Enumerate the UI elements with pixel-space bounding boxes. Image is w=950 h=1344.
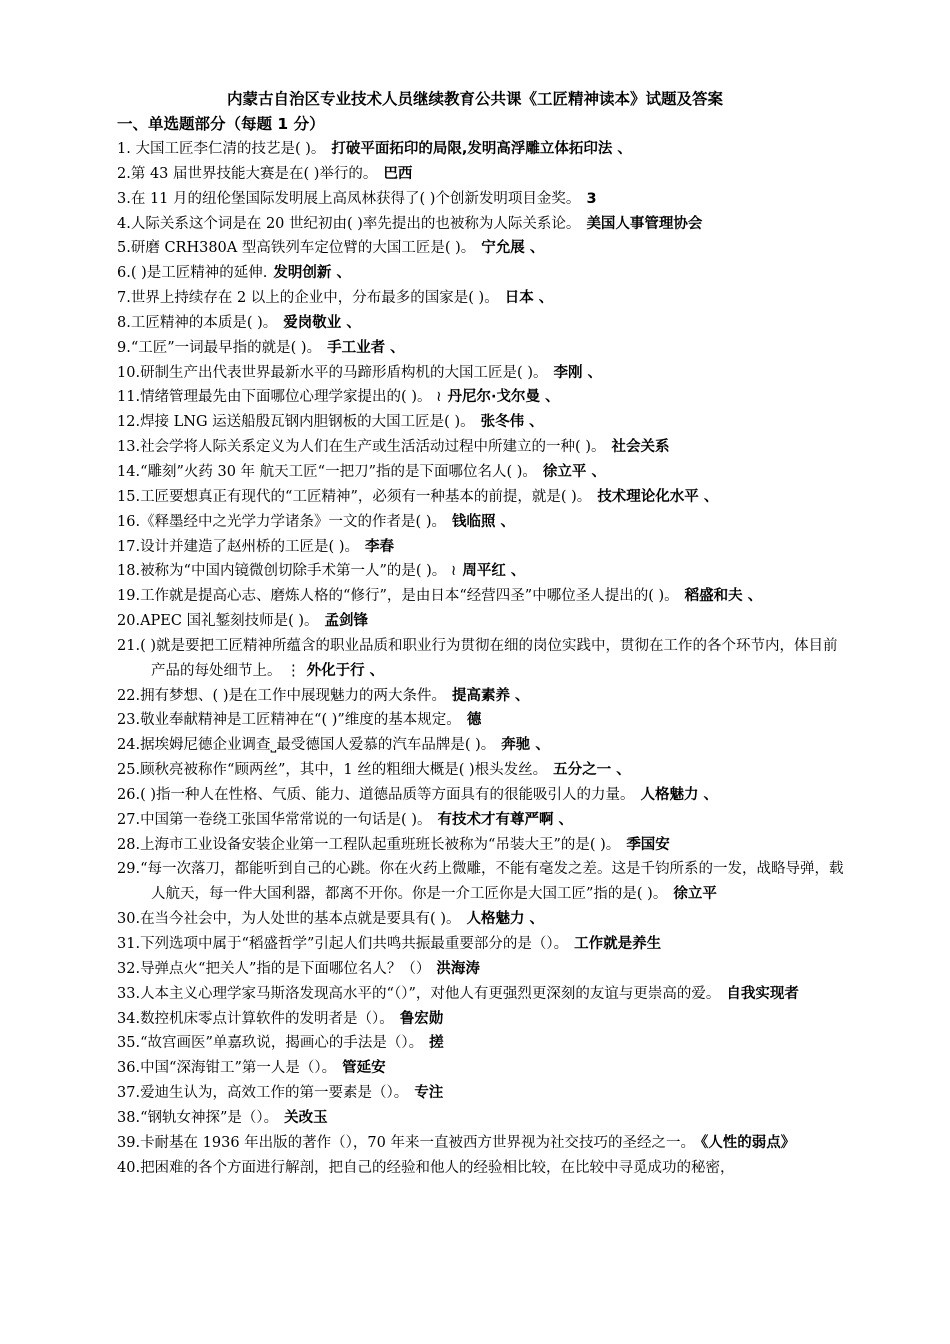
question-text: 《释墨经中之光学力学诸条》一文的作者是( )。: [140, 513, 446, 530]
answer-text: 丹尼尔·戈尔曼 、: [447, 389, 560, 406]
question-text: 在当今社会中，为人处世的基本点就是要具有( )。: [140, 911, 461, 928]
question-text: 把困难的各个方面进行解剖，把自己的经验和他人的经验相比较，在比较中寻觅成功的秘密，: [140, 1159, 735, 1176]
section-heading: 一、单选题部分（每题 1 分）: [117, 115, 325, 133]
question-text: 被称为“中国内镜微创切除手术第一人”的是( )。 ≀: [140, 563, 457, 580]
question-number: 8.: [117, 314, 131, 331]
question-text: “工匠”一词最早指的就是( )。: [130, 339, 322, 356]
answer-text: 钱临照 、: [451, 513, 516, 530]
document-title: 内蒙古自治区专业技术人员继续教育公共课《工匠精神读本》试题及答案: [226, 90, 723, 108]
answer-text: 人格魅力 、: [466, 911, 545, 928]
answer-text: 技术理论化水平 、: [597, 488, 719, 505]
question-number: 6.: [117, 265, 131, 282]
answer-text: 宁允展 、: [481, 240, 545, 257]
question-item: [117, 212, 847, 237]
question-number: 27.: [117, 811, 141, 828]
question-text: 设计并建造了赵州桥的工匠是( )。: [140, 538, 359, 555]
answer-text: 有技术才有尊严啊 、: [437, 811, 574, 828]
question-text: 第 43 届世界技能大赛是在( )举行的。: [130, 165, 378, 182]
answer-text: 徐立平: [673, 886, 717, 903]
question-item: [117, 361, 847, 386]
question-text: 人际关系这个词是在 20 世纪初由( )率先提出的也被称为人际关系论。: [130, 215, 581, 232]
question-number: 5.: [117, 240, 131, 257]
question-item: [117, 1031, 847, 1056]
question-number: 9.: [117, 339, 131, 356]
question-text: “每一次落刀，都能听到自己的心跳。你在火药上微雕，不能有毫发之差。这是千钧所系的一发，战略导弹，载人航天，每一件大国利器，都离不开你。你是一介工匠你是大国工匠”指的是( )。: [140, 861, 844, 903]
question-text: 工匠要想真正有现代的“工匠精神”，必须有一种基本的前提，就是( )。: [140, 488, 592, 505]
question-text: 焊接 LNG 运送船殷瓦钢内胆钢板的大国工匠是( )。: [140, 414, 475, 431]
question-number: 19.: [117, 588, 141, 605]
question-item: [117, 485, 847, 510]
question-item: [117, 758, 847, 783]
question-number: 13.: [117, 439, 141, 456]
answer-text: 季国安: [626, 836, 670, 853]
question-number: 16.: [117, 513, 141, 530]
question-number: 39.: [117, 1134, 141, 1151]
answer-text: 工作就是养生: [574, 936, 662, 952]
question-text: 中国“深海钳工”第一人是（）。: [140, 1060, 337, 1077]
answer-text: 关改玉: [284, 1109, 328, 1126]
question-number: 38.: [117, 1109, 141, 1126]
question-item: [117, 460, 847, 485]
answer-text: 五分之一 、: [553, 762, 631, 779]
answer-text: 巴西: [383, 165, 413, 182]
question-number: 36.: [117, 1060, 141, 1077]
question-number: 30.: [117, 911, 141, 928]
answer-text: 李春: [364, 538, 394, 555]
question-number: 3.: [117, 190, 131, 207]
question-list: [117, 137, 847, 1180]
question-number: 15.: [117, 488, 141, 505]
question-text: 情绪管理最先由下面哪位心理学家提出的( )。 ≀: [140, 389, 442, 406]
question-item: [117, 808, 847, 833]
question-text: 工作就是提高心志、磨炼人格的“修行”，是由日本“经营四圣”中哪位圣人提出的( )。: [140, 588, 679, 605]
answer-text: 管延安: [342, 1060, 386, 1077]
question-text: 世界上持续存在 2 以上的企业中，分布最多的国家是( )。: [130, 290, 499, 307]
question-item: [117, 1081, 847, 1106]
question-number: 1.: [117, 141, 131, 157]
question-text: “钢轨女神探”是（）。: [140, 1109, 279, 1126]
answer-text: 洪海涛: [436, 960, 480, 977]
question-text: 大国工匠李仁清的技艺是( )。: [130, 141, 326, 157]
question-number: 40.: [117, 1159, 141, 1176]
question-item: [117, 286, 847, 311]
answer-text: 手工业者 、: [327, 339, 405, 356]
question-item: [117, 1106, 847, 1131]
question-number: 34.: [117, 1010, 141, 1027]
question-number: 21.: [117, 637, 141, 654]
question-text: 上海市工业设备安装企业第一工程队起重班班长被称为“吊装大王”的是( )。: [140, 836, 621, 853]
question-number: 12.: [117, 414, 141, 431]
question-item: [117, 385, 847, 410]
question-item: [117, 907, 847, 932]
question-item: [117, 261, 847, 286]
question-item: [117, 684, 847, 709]
question-number: 33.: [117, 985, 141, 1002]
question-text: ( )指一种人在性格、气质、能力、道德品质等方面具有的很能吸引人的力量。: [140, 786, 635, 803]
question-number: 4.: [117, 215, 131, 232]
answer-text: 李刚 、: [553, 364, 603, 381]
answer-text: 人格魅力 、: [640, 786, 719, 803]
question-number: 10.: [117, 364, 141, 381]
answer-text: 孟剑锋: [324, 613, 369, 630]
question-text: 导弹点火“把关人”指的是下面哪位名人？（）: [140, 960, 431, 977]
question-number: 22.: [117, 687, 141, 704]
answer-text: 爱岗敬业 、: [283, 314, 361, 331]
question-item: [117, 1131, 847, 1156]
question-item: [117, 708, 847, 733]
answer-text: 张冬伟 、: [480, 414, 544, 431]
question-number: 7.: [117, 290, 131, 307]
question-number: 18.: [117, 563, 141, 580]
question-number: 37.: [117, 1085, 141, 1102]
question-number: 17.: [117, 538, 141, 555]
question-number: 14.: [117, 463, 141, 480]
question-number: 25.: [117, 762, 141, 779]
question-text: 中国第一卷绕工张国华常常说的一句话是( )。: [140, 811, 432, 828]
question-text: 拥有梦想、( )是在工作中展现魅力的两大条件。: [140, 687, 446, 704]
question-text: 工匠精神的本质是( )。: [130, 314, 278, 331]
answer-text: 《人性的弱点》: [701, 1134, 796, 1151]
answer-text: 自我实现者: [726, 985, 799, 1002]
answer-text: 发明创新 、: [273, 265, 351, 282]
question-text: 据埃姆尼德企业调查⎵最受德国人爱慕的汽车品牌是( )。: [140, 737, 496, 754]
answer-text: 奔驰 、: [501, 737, 550, 754]
question-item: [117, 584, 847, 609]
question-item: [117, 535, 847, 560]
question-item: [117, 559, 847, 584]
question-item: [117, 957, 847, 982]
question-text: 研磨 CRH380A 型高铁列车定位臂的大国工匠是( )。: [130, 240, 476, 257]
question-number: 28.: [117, 836, 141, 853]
question-item: [117, 783, 847, 808]
question-number: 31.: [117, 936, 141, 952]
question-text: 研制生产出代表世界最新水平的马蹄形盾构机的大国工匠是( )。: [140, 364, 548, 381]
question-text: “故宫画医”单嘉玖说，揭画心的手法是（）。: [140, 1035, 424, 1052]
question-number: 32.: [117, 960, 141, 977]
answer-text: 3: [586, 190, 597, 207]
question-text: 社会学将人际关系定义为人们在生产或生活活动过程中所建立的一种( )。: [140, 439, 606, 456]
question-item: [117, 857, 847, 907]
answer-text: 社会关系: [611, 439, 670, 456]
answer-text: 外化于行 、: [306, 662, 385, 679]
question-text: 数控机床零点计算软件的发明者是（）。: [140, 1010, 394, 1027]
question-text: 爱迪生认为，高效工作的第一要素是（）。: [140, 1085, 409, 1102]
question-number: 11.: [117, 389, 141, 406]
question-item: [117, 137, 847, 162]
question-item: [117, 733, 847, 758]
question-item: [117, 162, 847, 187]
answer-text: 徐立平 、: [542, 463, 606, 480]
question-item: [117, 833, 847, 858]
question-text: ( )是工匠精神的延伸.: [130, 265, 268, 282]
question-number: 23.: [117, 712, 141, 729]
answer-text: 鲁宏勋: [399, 1010, 444, 1027]
question-item: [117, 311, 847, 336]
answer-text: 日本 、: [504, 290, 554, 307]
question-item: [117, 336, 847, 361]
question-text: 下列选项中属于“稻盛哲学”引起人们共鸣共振最重要部分的是（）。: [140, 936, 569, 952]
question-item: [117, 410, 847, 435]
question-text: 敬业奉献精神是工匠精神在“( )”维度的基本规定。: [140, 712, 461, 729]
question-text: 顾秋亮被称作“顾两丝”，其中，1 丝的粗细大概是( )根头发丝。: [140, 762, 548, 779]
answer-text: 美国人事管理协会: [586, 215, 703, 232]
question-number: 20.: [117, 613, 141, 630]
answer-text: 打破平面拓印的局限,发明高浮雕立体拓印法 、: [331, 141, 632, 157]
question-item: [117, 1056, 847, 1081]
question-item: [117, 609, 847, 634]
question-number: 35.: [117, 1035, 141, 1052]
question-text: ( )就是要把工匠精神所蕴含的职业品质和职业行为贯彻在细的岗位实践中，贯彻在工作的各个环节内，体目前产品的每处细节上。 ⋮: [140, 637, 838, 679]
answer-text: 专注: [414, 1085, 444, 1102]
question-number: 29.: [117, 861, 141, 878]
question-item: [117, 187, 847, 212]
answer-text: 搓: [429, 1035, 444, 1052]
question-item: [117, 634, 847, 684]
question-item: [117, 435, 847, 460]
answer-text: 稻盛和夫 、: [684, 588, 763, 605]
question-item: [117, 932, 847, 957]
question-item: [117, 236, 847, 261]
question-number: 2.: [117, 165, 131, 182]
question-item: [117, 1156, 847, 1181]
question-text: “雕刻”火药 30 年 航天工匠“一把刀”指的是下面哪位名人( )。: [140, 463, 537, 480]
question-number: 24.: [117, 737, 141, 754]
question-item: [117, 982, 847, 1007]
answer-text: 周平红 、: [462, 563, 526, 580]
answer-text: 提高素养 、: [451, 687, 530, 704]
question-text: 人本主义心理学家马斯洛发现高水平的“（）”，对他人有更强烈更深刻的友谊与更崇高的爱。: [140, 985, 721, 1002]
question-item: [117, 1007, 847, 1032]
question-text: 卡耐基在 1936 年出版的著作（），70 年来一直被西方世界视为社交技巧的圣经之一。: [140, 1134, 695, 1151]
question-item: [117, 510, 847, 535]
question-text: 在 11 月的纽伦堡国际发明展上高凤林获得了( )个创新发明项目金奖。: [130, 190, 581, 207]
question-text: APEC 国礼錾刻技师是( )。: [140, 613, 319, 630]
answer-text: 德: [466, 712, 482, 729]
question-number: 26.: [117, 786, 141, 803]
